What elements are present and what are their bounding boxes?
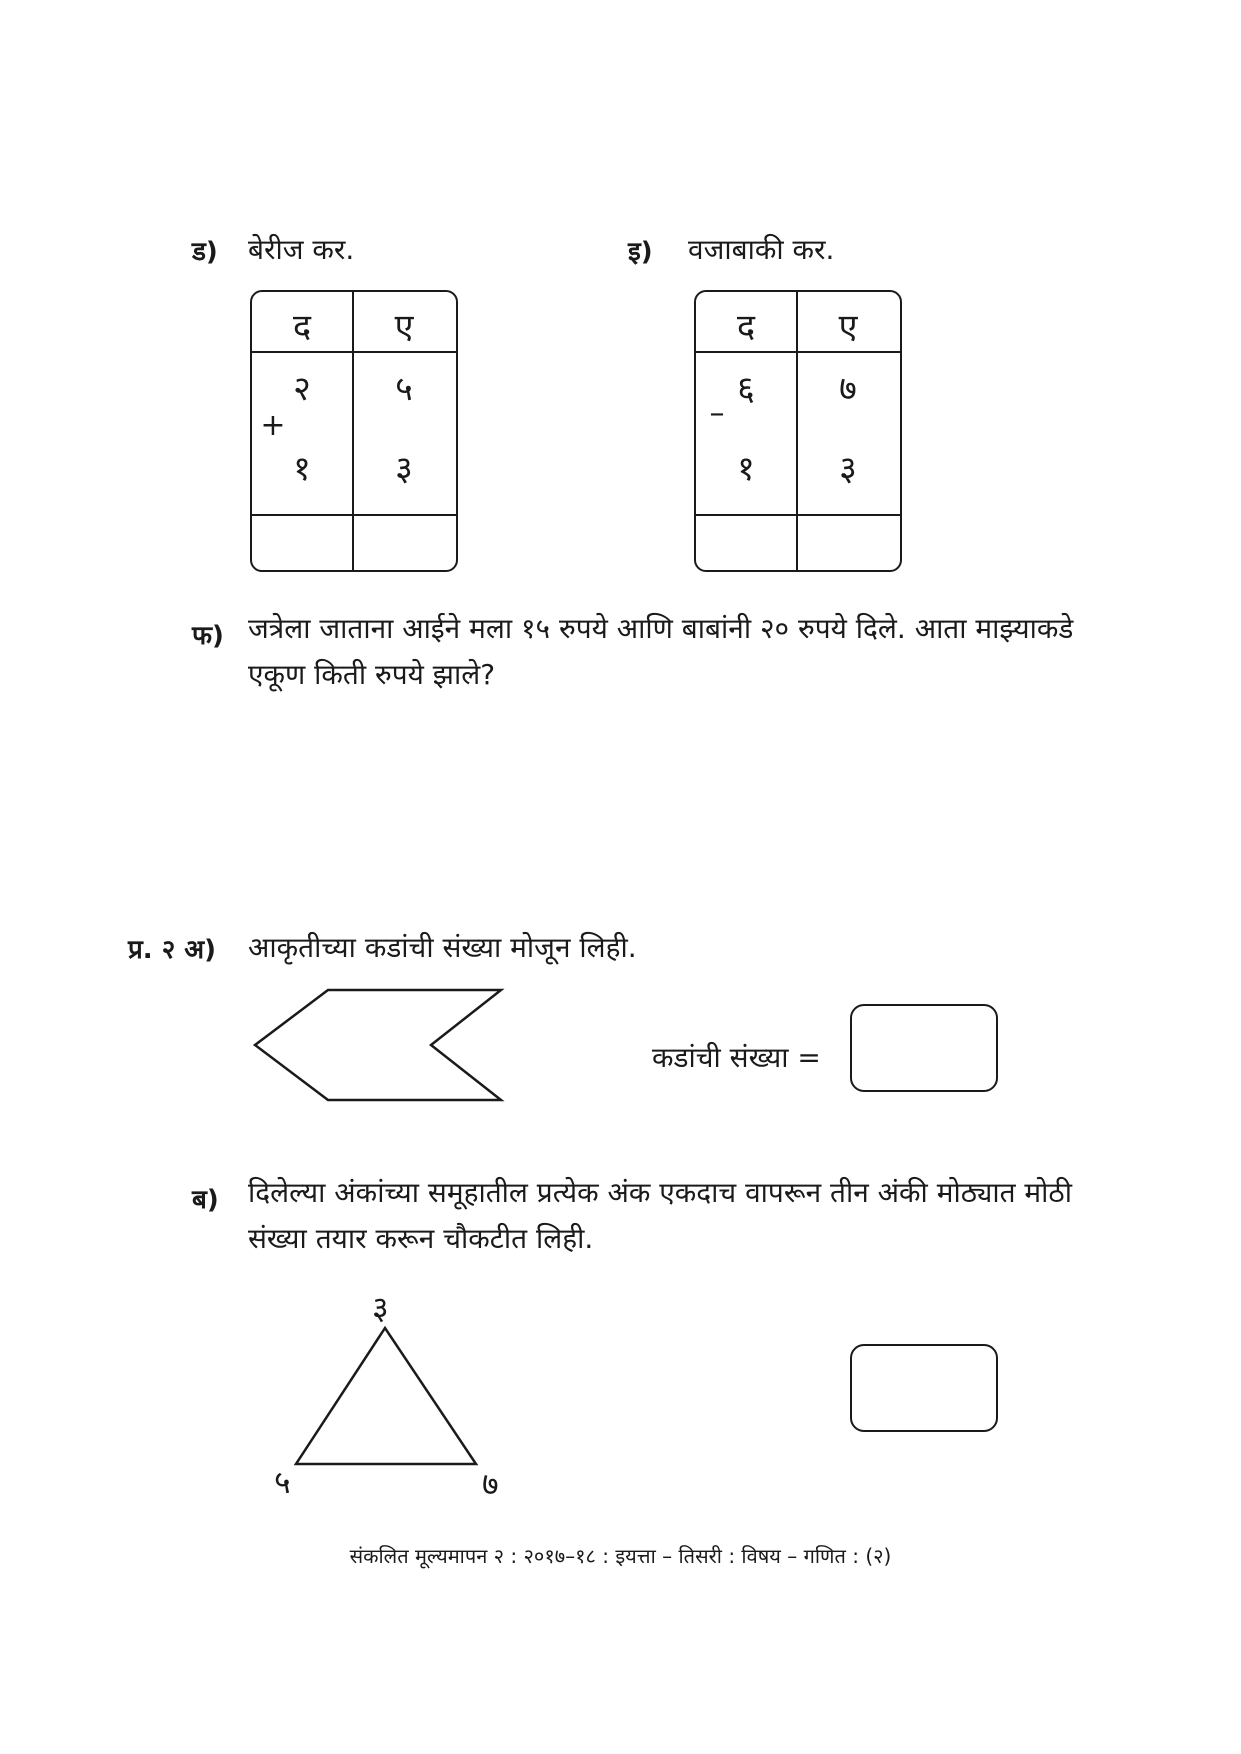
subtraction-answer-tens[interactable] — [696, 516, 796, 570]
subtraction-grid — [694, 290, 902, 572]
digit-right: ७ — [482, 1465, 499, 1503]
digit-top: ३ — [372, 1289, 389, 1327]
q2b-question — [248, 1170, 1108, 1262]
edges-count-label: कडांची संख्या = — [652, 1041, 821, 1074]
chevron-shape — [250, 980, 510, 1110]
addition-answer-ones[interactable] — [354, 516, 456, 570]
q2a-label: प्र. २ अ) — [128, 935, 217, 965]
minus-sign: – — [709, 396, 725, 431]
q1f-question — [248, 606, 1108, 698]
addition-header-tens: द — [292, 307, 312, 347]
largest-number-answer-box[interactable] — [850, 1344, 998, 1432]
addition-row2-ones: ३ — [395, 449, 413, 489]
addition-row2-tens: १ — [293, 449, 311, 489]
q1f-line2: एकूण किती रुपये झाले? — [248, 658, 496, 691]
q1d-instruction: बेरीज कर. — [248, 233, 355, 266]
q2b-line1: दिलेल्या अंकांच्या समूहातील प्रत्येक अंक एकदाच वापरून तीन अंकी मोठ्यात मोठी — [248, 1176, 1072, 1209]
subtraction-header-tens: द — [736, 307, 756, 347]
addition-grid — [250, 290, 458, 572]
addition-row1-ones: ५ — [395, 369, 413, 409]
edges-answer-box[interactable] — [850, 1004, 998, 1092]
addition-row1-tens: २ — [293, 369, 311, 409]
subtraction-row1-tens: ६ — [737, 369, 755, 409]
digit-left: ५ — [274, 1463, 291, 1501]
q1e-instruction: वजाबाकी कर. — [688, 233, 835, 266]
triangle-shape — [290, 1320, 490, 1470]
subtraction-row2-tens: १ — [737, 449, 755, 489]
addition-header-ones: ए — [394, 307, 414, 347]
q1f-label: फ) — [192, 621, 224, 651]
addition-answer-tens[interactable] — [252, 516, 352, 570]
q2b-line2: संख्या तयार करून चौकटीत लिही. — [248, 1222, 594, 1255]
subtraction-row2-ones: ३ — [839, 449, 857, 489]
subtraction-row1-ones: ७ — [839, 369, 857, 409]
subtraction-header-ones: ए — [838, 307, 858, 347]
q1d-label: ड) — [192, 237, 218, 267]
q1f-answer-area[interactable] — [248, 710, 1108, 910]
q2b-label: ब) — [192, 1185, 219, 1215]
page-footer: संकलित मूल्यमापन २ : २०१७–१८ : इयत्ता – तिसरी : विषय – गणित : (२) — [349, 1544, 892, 1568]
q1e-label: इ) — [628, 237, 653, 267]
plus-sign: + — [260, 408, 286, 443]
q1f-line1: जत्रेला जाताना आईने मला १५ रुपये आणि बाबांनी २० रुपये दिले. आता माझ्याकडे — [248, 612, 1074, 645]
subtraction-answer-ones[interactable] — [798, 516, 900, 570]
q2a-instruction: आकृतीच्या कडांची संख्या मोजून लिही. — [248, 931, 637, 964]
